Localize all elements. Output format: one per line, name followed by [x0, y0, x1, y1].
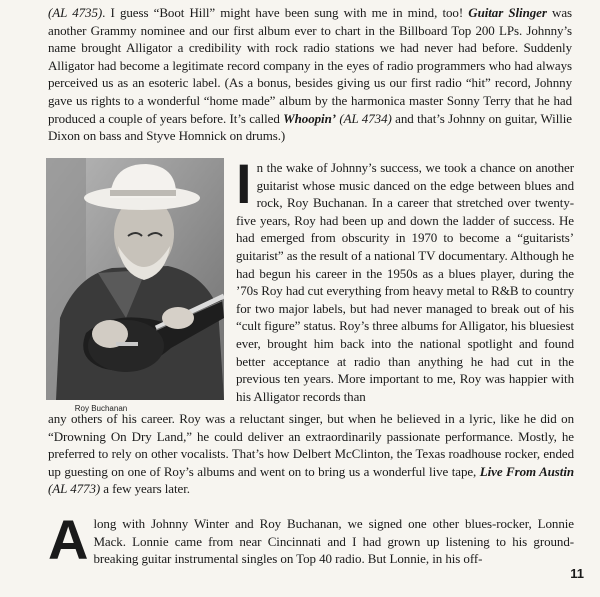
paragraph-live-from-austin — [48, 410, 574, 498]
catalog-number: (AL 4735) — [48, 5, 103, 20]
page-number: 11 — [570, 566, 584, 581]
album-title: Whoopin’ — [283, 110, 336, 126]
paragraph-text: long with Johnny Winter and Roy Buchanan, we signed one other blues-rocker, Lonnie Mack. Lonnie came from near Cincinnati and I had grown up listening to his ground-breaking guitar instrumental singles on Top 40 radio. But Lonnie, in his off- — [93, 516, 574, 567]
album-title: Live From Austin — [479, 463, 574, 479]
paragraph-text: and that’s Johnny on guitar, Willie Dixon on bass and Styve Homnick on drums.) — [48, 110, 572, 144]
paragraph-text: . I guess “Boot Hill” might have been sung with me in mind, too! — [102, 5, 469, 20]
paragraph-text: a few years later. — [100, 481, 190, 497]
album-title: Guitar Slinger — [468, 5, 547, 20]
drop-cap: A — [48, 508, 88, 571]
paragraph-text: was another Grammy nominee and our first album ever to chart in the Billboard Top 200 LPs. Johnny’s name brought Alligator a credibility with rock radio stations we had never had before. Suddenly Alligator had become a legitimate record company in the eyes of radio programmers who had always perceived us as an esoteric label. (As a bonus, besides giving us our first radio “hit” record, Johnny gave us rights to a wonderful “home made” album by the harmonica master Sonny Terry that he had produced a couple of years before. It’s called — [48, 5, 573, 126]
paragraph-guitar-slinger — [48, 4, 572, 145]
paragraph-text: n the wake of Johnny’s success, we took a chance on another guitarist whose music danced on the edge between blues and rock, Roy Buchanan. In a career that stretched over twenty-five years, Roy had been up and down the ladder of success. He had emerged from obscurity in 1970 to become a “guitarists’ guitarist” as the result of a national TV documentary. Although he had begun his career in the 1950s as a blues player, during the ’70s Roy had cut everything from heavy metal to R&B to country for two major labels, but had never managed to break out of his “cult figure” status. Roy’s three albums for Alligator, his bluesiest ever, brought him back into the national spotlight and found better acceptance at radio than anything he had cut in the previous ten years. More important to me, Roy was happier with his Alligator records than — [236, 160, 574, 404]
catalog-number: (AL 4773) — [48, 481, 101, 497]
drop-cap: I — [236, 152, 251, 215]
photo-caption: Roy Buchanan — [74, 404, 128, 413]
paragraph-lonnie-mack — [48, 508, 574, 571]
catalog-number: (AL 4734) — [336, 110, 392, 126]
photo-illustration — [46, 158, 224, 400]
paragraph-text: any others of his career. Roy was a reluctant singer, but when he believed in a lyric, like he did on “Drowning On Dry Land,” he could deliver an extraordinarily passionate performance. Mostly, he preferred to rely on other vocalists. That’s how Delbert McClinton, the Texas roadhouse rocker, ended up guesting on one of Roy’s albums and went on to bring us a wonderful live tape, — [48, 411, 574, 479]
roy-buchanan-photo — [46, 158, 224, 400]
paragraph-roy-buchanan — [236, 152, 574, 405]
